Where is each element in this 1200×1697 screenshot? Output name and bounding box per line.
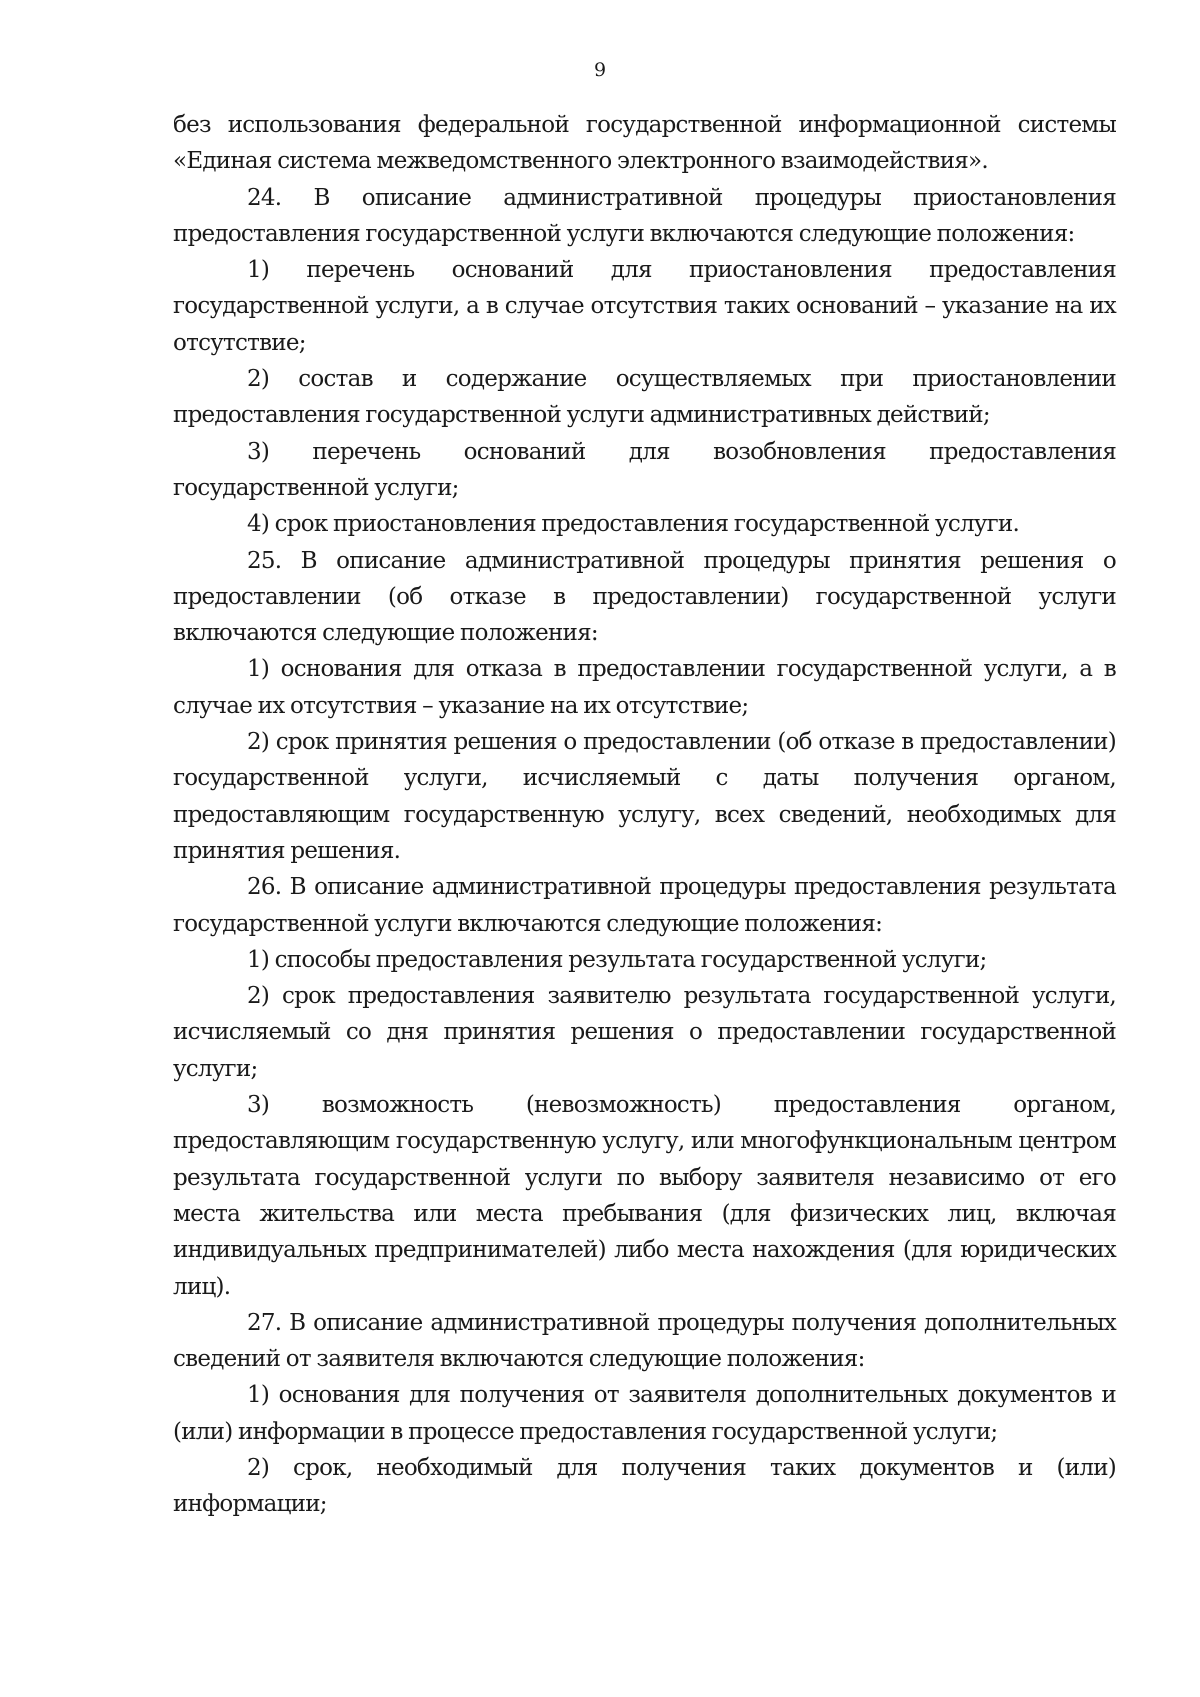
paragraph-clause-26-item-1: 1) способы предоставления результата государственной услуги;	[247, 946, 987, 973]
paragraph-clause-27-item-2: 2) срок, необходимый для получения таких документов и (или) информации;	[173, 1454, 1116, 1518]
paragraph-clause-25-item-1: 1) основания для отказа в предоставлении государственной услуги, а в случае их отсутствия – указание на их отсутствие;	[173, 656, 1116, 719]
paragraph-clause-26-item-2: 2) срок предоставления заявителю результата государственной услуги, исчисляемый со дня принятия решения о предоставлении государственной услуги;	[173, 983, 1116, 1082]
paragraph-clause-24-item-2: 2) состав и содержание осуществляемых при приостановлении предоставления государственной услуги административных действий;	[173, 366, 1116, 429]
paragraph-clause-25-item-2: 2) срок принятия решения о предоставлении (об отказе в предоставлении) государственной услуги, исчисляемый с даты получения органом, предоставляющим государственную услугу, всех сведений, необходимых для принятия решения.	[173, 729, 1116, 864]
paragraph-clause-24-item-3: 3) перечень оснований для возобновления предоставления государственной услуги;	[173, 438, 1116, 501]
paragraph-clause-26: 26. В описание административной процедуры предоставления результата государственной услуги включаются следующие положения:	[173, 874, 1116, 937]
paragraph-clause-24: 24. В описание административной процедуры приостановления предоставления государственной услуги включаются следующие положения:	[173, 184, 1116, 247]
paragraph-clause-27: 27. В описание административной процедуры получения дополнительных сведений от заявителя включаются следующие положения:	[173, 1309, 1116, 1373]
paragraph-clause-27-item-1: 1) основания для получения от заявителя дополнительных документов и (или) информации в процессе предоставления государственной услуги;	[173, 1382, 1116, 1445]
paragraph-clause-24-item-1: 1) перечень оснований для приостановления предоставления государственной услуги, а в случае отсутствия таких оснований – указание на их отсутствие;	[173, 257, 1116, 356]
paragraph-clause-25: 25. В описание административной процедуры принятия решения о предоставлении (об отказе в предоставлении) государственной услуги включаются следующие положения:	[173, 547, 1116, 647]
paragraph-clause-26-item-3: 3) возможность (невозможность) предоставления органом, предоставляющим государственную услугу, или многофункциональным центром результата государственной услуги по выбору заявителя независимо от его места жительства или места пребывания (для физических лиц, включая индивидуальных предпринимателей) либо места нахождения (для юридических лиц).	[173, 1092, 1116, 1300]
paragraph-clause-24-item-4: 4) срок приостановления предоставления государственной услуги.	[247, 511, 1020, 538]
document-body	[173, 107, 1116, 1523]
paragraph-continuation: без использования федеральной государственной информационной системы «Единая система межведомственного электронного взаимодействия».	[173, 112, 1116, 175]
page-number: 9	[593, 59, 607, 81]
